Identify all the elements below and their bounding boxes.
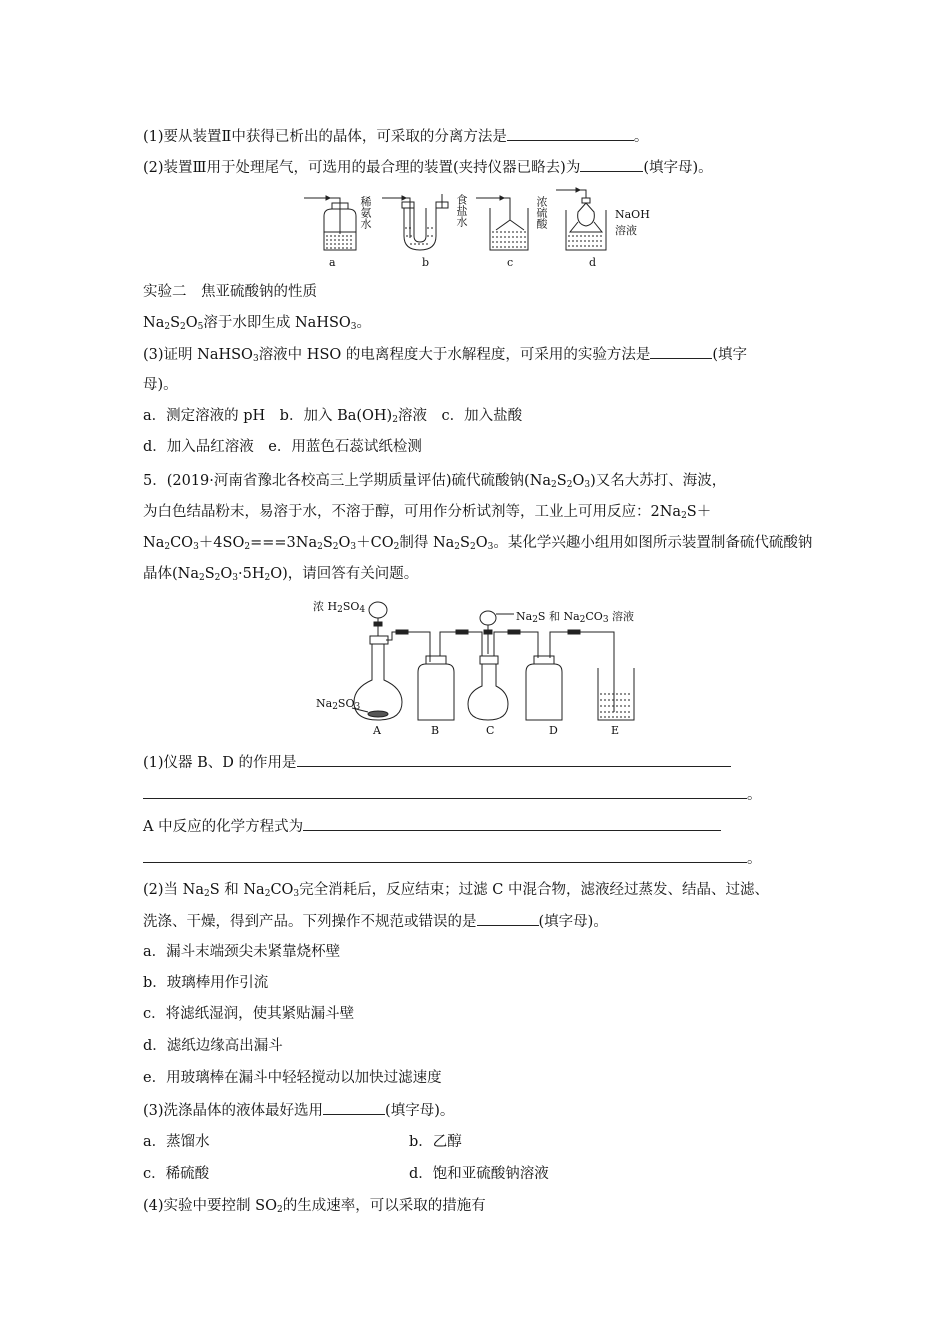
- device-d-label-2: 溶液: [615, 224, 637, 237]
- question-3-line-1: (3)证明 NaHSO$_3$溶液中 HSO 的电离程度大于水解程度，可采用的实验方法是 (填字: [143, 344, 747, 365]
- device-a-letter: a: [329, 256, 336, 269]
- q5-1-line-2: 。: [143, 784, 762, 805]
- absorption-devices-figure: [296, 186, 666, 272]
- q5-3-option-b: b．乙醇: [409, 1134, 462, 1150]
- q5-2-option: a．漏斗末端颈尖未紧靠烧杯壁: [143, 944, 341, 960]
- experiment-2-statement: $Na_2S_2O_5$溶于水即生成 NaHSO$_3$。: [143, 315, 372, 332]
- q5-3-option-d: d．饱和亚硫酸钠溶液: [409, 1166, 549, 1182]
- q5-3-option-a: a．蒸馏水: [143, 1134, 210, 1150]
- apparatus-label-d: D: [549, 724, 558, 737]
- q5-4-line: (4)实验中要控制 $SO_2$的生成速率，可以采取的措施有: [143, 1198, 486, 1215]
- answer-blank[interactable]: [303, 816, 721, 831]
- answer-blank[interactable]: [297, 752, 731, 767]
- q5-2-line-2: 洗涤、干燥，得到产品。下列操作不规范或错误的是 (填字母)。: [143, 911, 608, 932]
- device-b-letter: b: [422, 256, 430, 269]
- device-a-label: 稀氨水: [359, 196, 372, 229]
- device-c-letter: c: [507, 256, 514, 269]
- q5-3-line: (3)洗涤晶体的液体最好选用 (填字母)。: [143, 1100, 454, 1121]
- apparatus-label-b: B: [431, 724, 440, 737]
- device-d-letter: d: [589, 256, 597, 269]
- question-3-options-1: a．测定溶液的 pH b．加入 $Ba(OH)_2$溶液 c．加入盐酸: [143, 408, 523, 425]
- q5-1-line-1: (1)仪器 B、D 的作用是: [143, 752, 731, 773]
- q5-2-option: b．玻璃棒用作引流: [143, 975, 269, 991]
- q5-1-line-4: 。: [143, 848, 762, 869]
- conc-h2so4-label: 浓 $H_2SO_4$: [313, 600, 366, 615]
- answer-blank[interactable]: [650, 344, 712, 359]
- answer-blank[interactable]: [580, 157, 643, 172]
- q5-line-3: $Na_2CO_3+4SO_2===3Na_2S_2O_3+CO_2$制得 $Na_2S_2O_3$。某化学兴趣小组用如图所示装置制备硫代硫酸钠: [143, 535, 813, 552]
- question-3-options-2: d．加入品红溶液 e．用蓝色石蕊试纸检测: [143, 439, 422, 455]
- question-1-line: (1)要从装置Ⅱ中获得已析出的晶体，可采取的分离方法是 。: [143, 126, 648, 147]
- apparatus-label-e: E: [611, 724, 620, 737]
- q5-line-4: 晶体$(Na_2S_2O_3\cdot 5H_2O)$，请回答有关问题。: [143, 566, 419, 583]
- apparatus-label-a: A: [373, 724, 381, 737]
- question-2-line: (2)装置Ⅲ用于处理尾气，可选用的最合理的装置(夹持仪器已略去)为 (填字母)。: [143, 157, 713, 178]
- q5-1-line-3: A 中反应的化学方程式为: [143, 816, 721, 837]
- q5-line-1: 5．(2019·河南省豫北各校高三上学期质量评估)硫代硫酸钠$(Na_2S_2O_3)$又名大苏打、海波，: [143, 473, 727, 490]
- experiment-2-title: 实验二 焦亚硫酸钠的性质: [143, 284, 317, 300]
- na2s-na2co3-label: $Na_2S$ 和 $Na_2CO_3$ 溶液: [516, 610, 635, 625]
- answer-blank[interactable]: [143, 784, 747, 799]
- answer-blank[interactable]: [323, 1100, 385, 1115]
- q5-2-line-1: (2)当 $Na_2S$ 和 $Na_2CO_3$完全消耗后，反应结束；过滤 C 中混合物，滤液经过蒸发、结晶、过滤、: [143, 882, 769, 899]
- question-3-line-2: 母)。: [143, 377, 178, 393]
- q5-2-option: c．将滤纸湿润，使其紧贴漏斗壁: [143, 1006, 355, 1022]
- apparatus-label-c: C: [486, 724, 495, 737]
- q5-line-2: 为白色结晶粉末，易溶于水，不溶于醇，可用作分析试剂等，工业上可用反应：$2Na_2S+$: [143, 504, 712, 521]
- answer-blank[interactable]: [143, 848, 747, 863]
- q5-2-option: d．滤纸边缘高出漏斗: [143, 1038, 283, 1054]
- device-b-label: 食盐水: [455, 194, 468, 227]
- device-d-label-1: NaOH: [615, 208, 650, 221]
- answer-blank[interactable]: [507, 126, 634, 141]
- na2so3-label: $Na_2SO_3$: [316, 697, 361, 712]
- device-c-label: 浓硫酸: [535, 196, 548, 229]
- answer-blank[interactable]: [477, 911, 539, 926]
- q5-3-option-c: c．稀硫酸: [143, 1166, 210, 1182]
- q5-2-option: e．用玻璃棒在漏斗中轻轻搅动以加快过滤速度: [143, 1070, 442, 1086]
